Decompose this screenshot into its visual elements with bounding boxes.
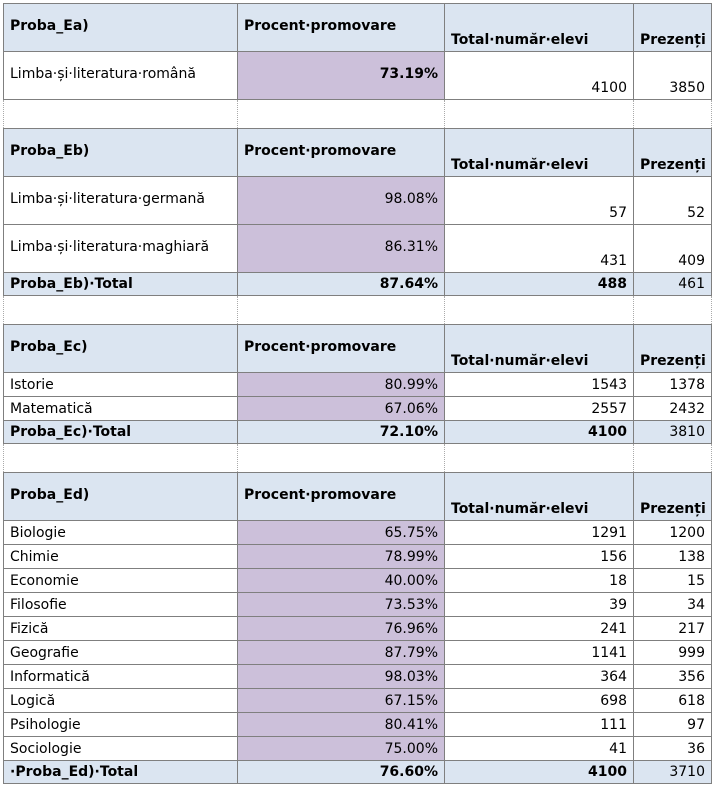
table-row (4, 569, 712, 593)
table-row (4, 689, 712, 713)
total-pct: 72.10% (238, 421, 445, 444)
total-count: 4100 (445, 421, 634, 444)
row-name: Informatică (4, 665, 238, 689)
total-row-ed (4, 761, 712, 784)
row-total: 1141 (445, 641, 634, 665)
row-prezenti: 618 (634, 689, 712, 713)
header-pct: Procent·promovare (238, 129, 445, 177)
table-row (4, 593, 712, 617)
total-name: Proba_Ec)·Total (4, 421, 238, 444)
row-prezenti: 36 (634, 737, 712, 761)
header-prezenti: Prezenți (634, 129, 712, 177)
row-name: Fizică (4, 617, 238, 641)
row-prezenti: 1378 (634, 373, 712, 397)
total-name: Proba_Eb)·Total (4, 273, 238, 296)
row-prezenti: 52 (634, 177, 712, 225)
row-total: 4100 (445, 52, 634, 100)
header-pct: Procent·promovare (238, 473, 445, 521)
total-row-eb (4, 273, 712, 296)
row-name: Istorie (4, 373, 238, 397)
table-row (4, 521, 712, 545)
header-total: Total·număr·elevi (445, 129, 634, 177)
row-name: Logică (4, 689, 238, 713)
table-row (4, 52, 712, 100)
row-pct: 73.19% (238, 52, 445, 100)
table-row (4, 373, 712, 397)
row-pct: 76.96% (238, 617, 445, 641)
row-prezenti: 97 (634, 713, 712, 737)
row-name: Chimie (4, 545, 238, 569)
row-pct: 65.75% (238, 521, 445, 545)
row-prezenti: 1200 (634, 521, 712, 545)
spacer-row (4, 444, 712, 473)
row-name: Sociologie (4, 737, 238, 761)
row-total: 18 (445, 569, 634, 593)
header-row-ea (4, 4, 712, 52)
row-prezenti: 356 (634, 665, 712, 689)
row-pct: 67.06% (238, 397, 445, 421)
header-prezenti: Prezenți (634, 4, 712, 52)
section-title-ec: Proba_Ec) (4, 325, 238, 373)
row-pct: 80.41% (238, 713, 445, 737)
row-prezenti: 217 (634, 617, 712, 641)
row-pct: 67.15% (238, 689, 445, 713)
section-title-ed: Proba_Ed) (4, 473, 238, 521)
row-total: 39 (445, 593, 634, 617)
row-prezenti: 138 (634, 545, 712, 569)
row-prezenti: 15 (634, 569, 712, 593)
row-pct: 40.00% (238, 569, 445, 593)
row-total: 156 (445, 545, 634, 569)
row-name: Limba·și·literatura·română (4, 52, 238, 100)
header-total: Total·număr·elevi (445, 325, 634, 373)
row-prezenti: 34 (634, 593, 712, 617)
header-row-ec (4, 325, 712, 373)
row-pct: 75.00% (238, 737, 445, 761)
table-row (4, 225, 712, 273)
total-count: 488 (445, 273, 634, 296)
row-name: Filosofie (4, 593, 238, 617)
row-total: 364 (445, 665, 634, 689)
row-pct: 86.31% (238, 225, 445, 273)
header-total: Total·număr·elevi (445, 473, 634, 521)
header-total: Total·număr·elevi (445, 4, 634, 52)
section-title-eb: Proba_Eb) (4, 129, 238, 177)
row-name: Economie (4, 569, 238, 593)
total-name: ·Proba_Ed)·Total (4, 761, 238, 784)
row-total: 698 (445, 689, 634, 713)
header-prezenti: Prezenți (634, 473, 712, 521)
row-prezenti: 3850 (634, 52, 712, 100)
header-prezenti: Prezenți (634, 325, 712, 373)
row-prezenti: 409 (634, 225, 712, 273)
row-total: 111 (445, 713, 634, 737)
table-row (4, 641, 712, 665)
row-total: 1291 (445, 521, 634, 545)
row-name: Biologie (4, 521, 238, 545)
row-total: 57 (445, 177, 634, 225)
section-title-ea: Proba_Ea) (4, 4, 238, 52)
row-total: 1543 (445, 373, 634, 397)
row-name: Limba·și·literatura·germană (4, 177, 238, 225)
header-row-ed (4, 473, 712, 521)
table-row (4, 713, 712, 737)
row-total: 241 (445, 617, 634, 641)
row-name: Geografie (4, 641, 238, 665)
total-prezenti: 3810 (634, 421, 712, 444)
table-row (4, 177, 712, 225)
total-pct: 87.64% (238, 273, 445, 296)
header-row-eb (4, 129, 712, 177)
results-table (3, 3, 712, 784)
table-row (4, 737, 712, 761)
row-pct: 73.53% (238, 593, 445, 617)
header-pct: Procent·promovare (238, 4, 445, 52)
row-total: 2557 (445, 397, 634, 421)
row-total: 431 (445, 225, 634, 273)
header-pct: Procent·promovare (238, 325, 445, 373)
total-row-ec (4, 421, 712, 444)
row-prezenti: 999 (634, 641, 712, 665)
row-name: Psihologie (4, 713, 238, 737)
row-prezenti: 2432 (634, 397, 712, 421)
total-prezenti: 461 (634, 273, 712, 296)
table-row (4, 665, 712, 689)
row-total: 41 (445, 737, 634, 761)
total-count: 4100 (445, 761, 634, 784)
spacer-row (4, 296, 712, 325)
row-name: Matematică (4, 397, 238, 421)
table-row (4, 545, 712, 569)
table-row (4, 617, 712, 641)
table-row (4, 397, 712, 421)
row-pct: 87.79% (238, 641, 445, 665)
total-pct: 76.60% (238, 761, 445, 784)
total-prezenti: 3710 (634, 761, 712, 784)
row-name: Limba·și·literatura·maghiară (4, 225, 238, 273)
row-pct: 80.99% (238, 373, 445, 397)
spacer-row (4, 100, 712, 129)
row-pct: 98.03% (238, 665, 445, 689)
row-pct: 78.99% (238, 545, 445, 569)
row-pct: 98.08% (238, 177, 445, 225)
